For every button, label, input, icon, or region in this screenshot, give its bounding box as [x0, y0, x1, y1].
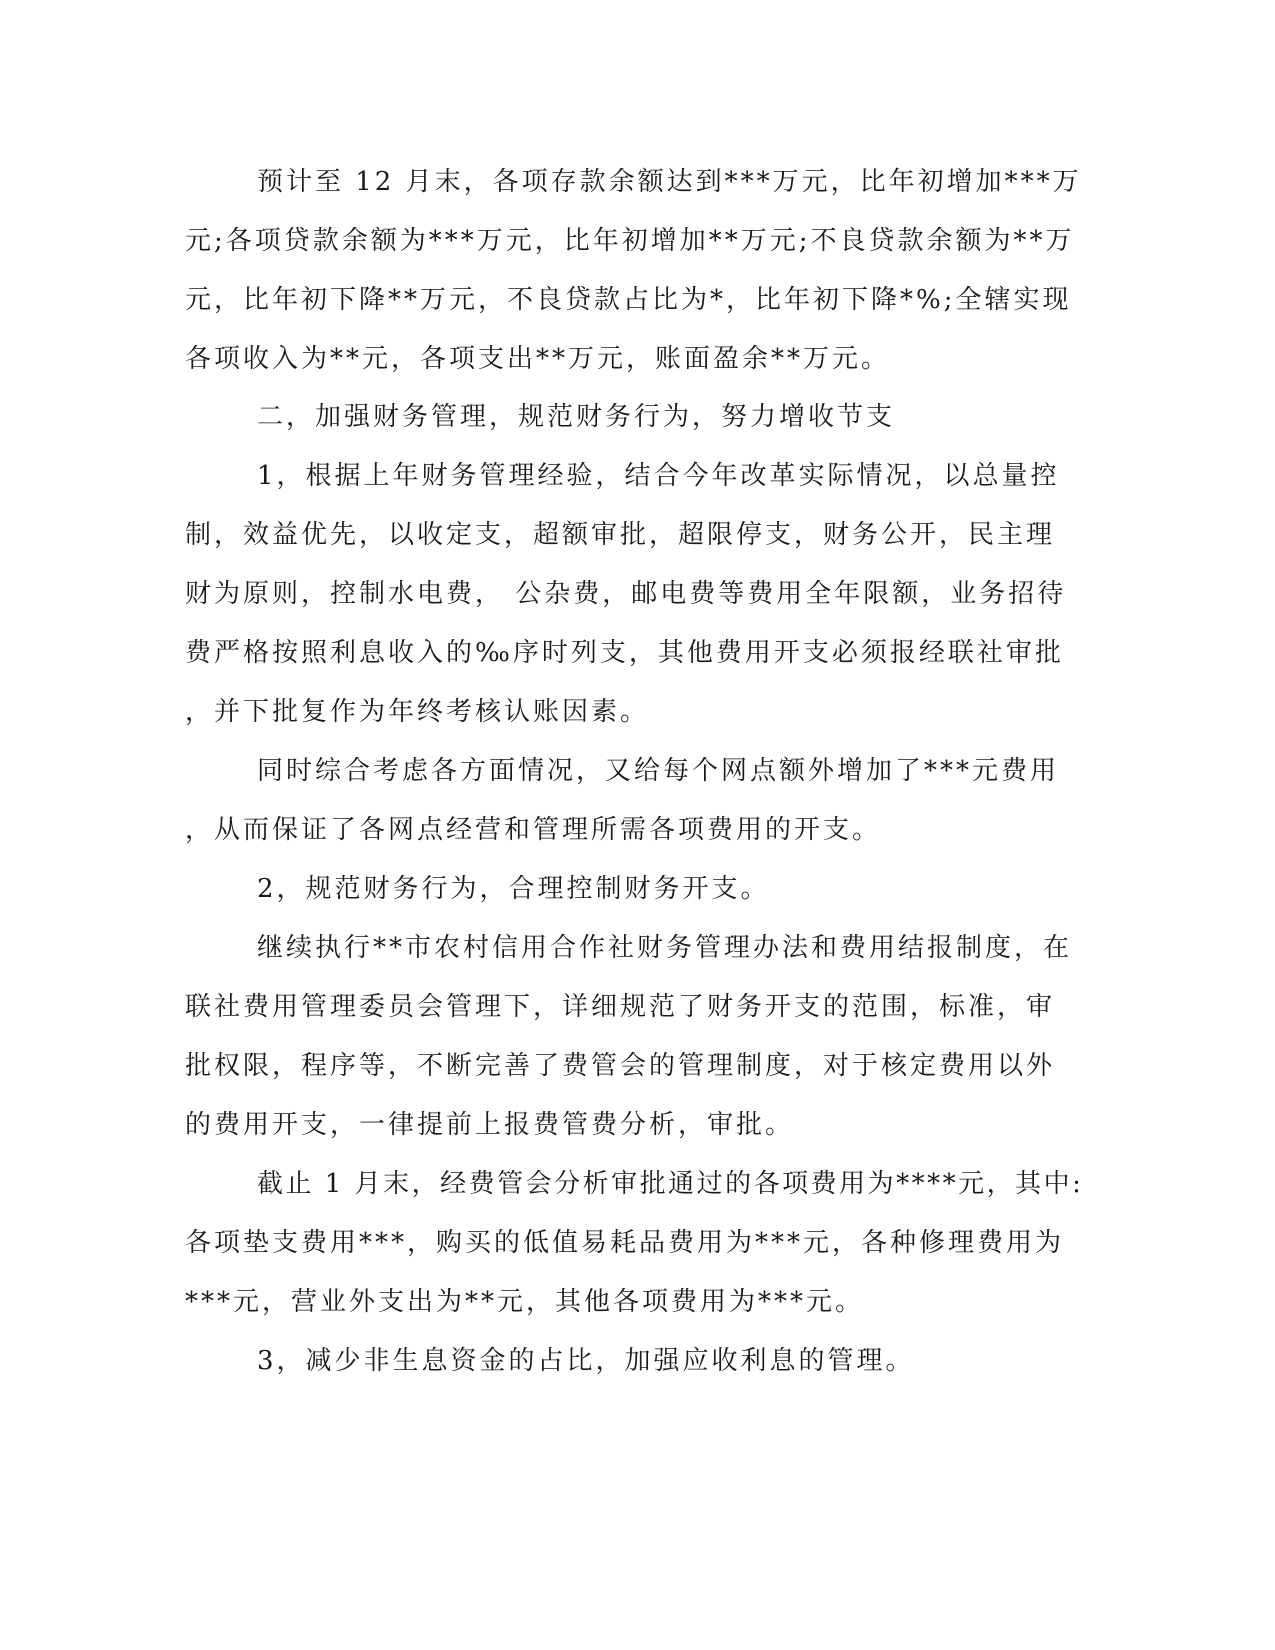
paragraph-line: 元;各项贷款余额为***万元，比年初增加**万元;不良贷款余额为**万: [185, 226, 1075, 256]
paragraph-line: 的费用开支，一律提前上报费管费分析，审批。: [185, 1110, 795, 1140]
paragraph-line: 财为原则，控制水电费， 公杂费，邮电费等费用全年限额，业务招待: [185, 579, 1067, 609]
paragraph-line: 截止 1 月末，经费管会分析审批通过的各项费用为****元，其中:: [257, 1169, 1084, 1199]
paragraph-line: 联社费用管理委员会管理下，详细规范了财务开支的范围，标准，审: [185, 992, 1056, 1022]
paragraph-line: ，从而保证了各网点经营和管理所需各项费用的开支。: [185, 815, 882, 845]
paragraph-line: 各项收入为**元，各项支出**万元，账面盈余**万元。: [185, 344, 891, 374]
subsection-heading: 2，规范财务行为，合理控制财务开支。: [257, 874, 770, 904]
paragraph-line: 继续执行**市农村信用合作社财务管理办法和费用结报制度，在: [257, 933, 1073, 963]
paragraph-line: 同时综合考虑各方面情况，又给每个网点额外增加了***元费用: [257, 756, 1060, 786]
paragraph-line: 费严格按照利息收入的‰序时列支，其他费用开支必须报经联社审批: [185, 638, 1064, 668]
paragraph-line: 元，比年初下降**万元，不良贷款占比为*，比年初下降*%;全辖实现: [185, 285, 1072, 315]
paragraph-line: ，并下批复作为年终考核认账因素。: [185, 697, 650, 727]
paragraph-line: 各项垫支费用***，购买的低值易耗品费用为***元，各种修理费用为: [185, 1228, 1065, 1258]
paragraph-line: 预计至 12 月末，各项存款余额达到***万元，比年初增加***万: [257, 167, 1082, 197]
subsection-heading: 3，减少非生息资金的占比，加强应收利息的管理。: [257, 1346, 915, 1376]
paragraph-line: ***元，营业外支出为**元，其他各项费用为***元。: [185, 1287, 865, 1317]
section-heading: 二，加强财务管理，规范财务行为，努力增收节支: [257, 402, 896, 432]
paragraph-line: 制，效益优先，以收定支，超额审批，超限停支，财务公开，民主理: [185, 520, 1056, 550]
paragraph-line: 1，根据上年财务管理经验，结合今年改革实际情况，以总量控: [257, 461, 1060, 491]
paragraph-line: 批权限，程序等，不断完善了费管会的管理制度，对于核定费用以外: [185, 1051, 1056, 1081]
